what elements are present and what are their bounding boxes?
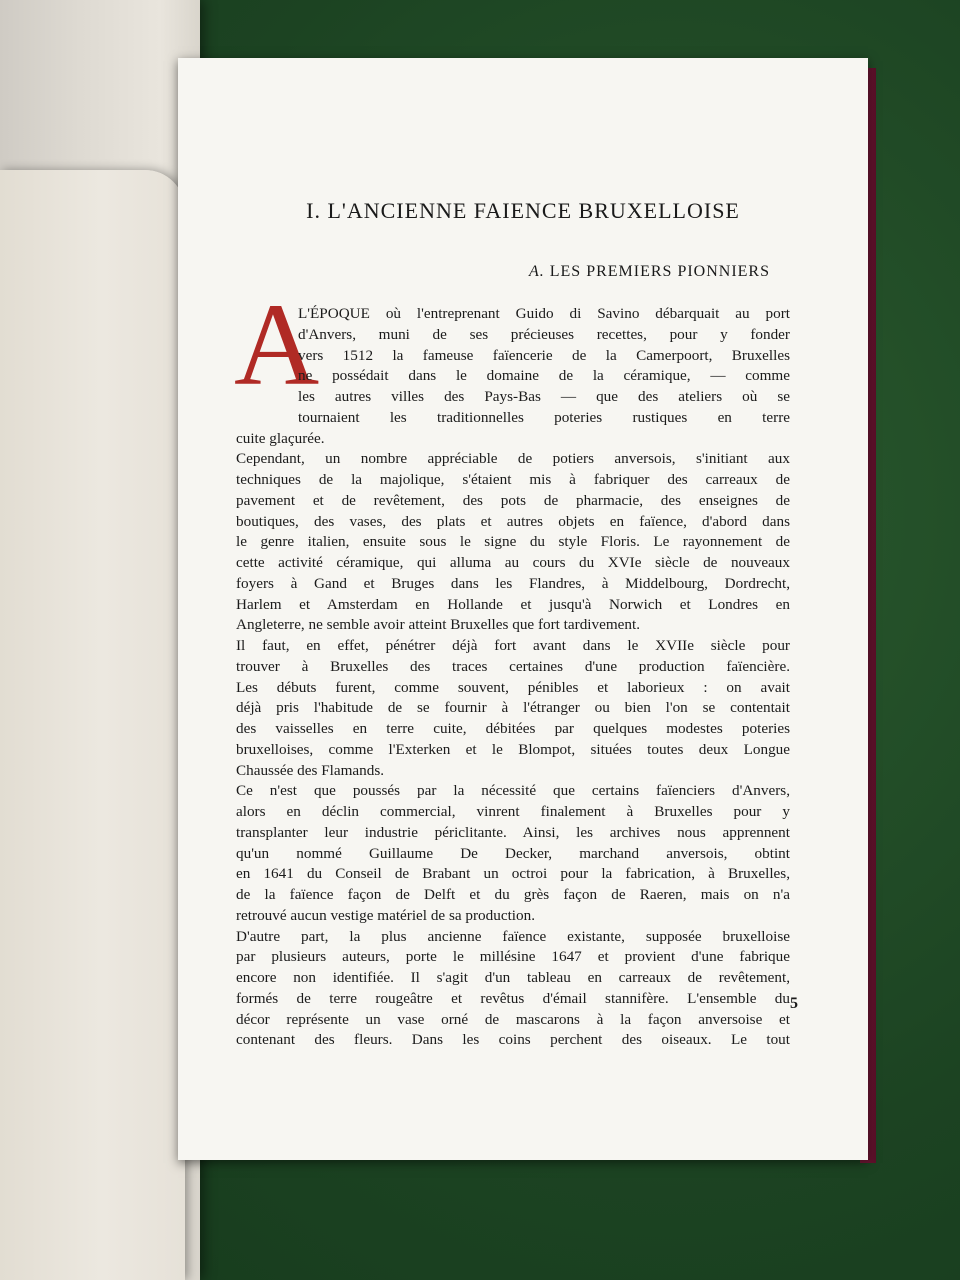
text-line: tournaient les traditionnelles poteries rustiques en terre [298,408,790,426]
text-line: cette activité céramique, qui alluma au cours du XVIe siècle de nouveaux [236,554,790,571]
section-letter: A. [528,263,545,280]
section-title [529,263,770,281]
text-line: trouver à Bruxelles des traces certaines d'une production faïencière. [236,657,790,675]
text-line: cuite glaçurée. [236,429,325,447]
text-line: Il faut, en effet, pénétrer déjà fort avant dans le XVIIe siècle pour [236,637,790,654]
text-line: par plusieurs auteurs, porte le millésine 1647 et provient d'une fabrique [236,948,790,966]
text-line: D'autre part, la plus ancienne faïence existante, supposée bruxelloise [236,927,790,945]
text-line: Angleterre, ne semble avoir atteint Bruxelles que fort tardivement. [236,616,641,634]
text-line: déjà pris l'habitude de se fournir à l'étranger ou bien l'on se contentait [236,699,790,717]
text-line: foyers à Gand et Bruges dans les Flandres, à Middelbourg, Dordrecht, [236,574,790,592]
drop-cap: A [234,279,320,410]
text-line: qu'un nommé Guillaume De Decker, marchand anversois, obtint [236,844,790,862]
text-line: des vaisselles en terre cuite, débitées par quelques modestes poteries [236,720,790,737]
text-line: Harlem et Amsterdam en Hollande et jusqu'à Norwich et Londres en [236,595,790,613]
section-title-text: LES PREMIERS PIONNIERS [549,263,770,280]
text-line: d'Anvers, muni de ses précieuses recettes, pour y fonder [298,325,790,343]
text-line: décor représente un vase orné de mascarons à la façon anversoise et [236,1010,790,1028]
text-line: le genre italien, ensuite sous le signe du style Floris. Le rayonnement de [236,533,790,551]
book-page [178,58,868,1160]
text-line: ne possédait dans le domaine de la céramique, — comme [298,367,790,385]
text-line: techniques de la majolique, s'étaient mis à fabriquer des carreaux de [236,471,790,488]
text-line: transplanter leur industrie périclitante. Ainsi, les archives nous apprennent [236,823,790,841]
chapter-title: I. L'ANCIENNE FAIENCE BRUXELLOISE [306,198,740,223]
text-line: bruxelloises, comme l'Exterken et le Blompot, situées toutes deux Longue [236,740,790,758]
text-line: Chaussée des Flamands. [236,761,385,779]
text-line: Les débuts furent, comme souvent, pénibles et laborieux : on avait [236,678,790,696]
text-line: alors en déclin commercial, vinrent finalement à Bruxelles pour y [236,803,790,820]
text-line: retrouvé aucun vestige matériel de sa production. [236,906,535,924]
text-line: boutiques, des vases, des plats et autres objets en faïence, d'abord dans [236,512,790,530]
text-line: Ce n'est que poussés par la nécessité que certains faïenciers d'Anvers, [236,782,790,800]
text-line: pavement et de revêtement, des pots de pharmacie, des enseignes de [236,491,790,509]
text-line: en 1641 du Conseil de Brabant un octroi pour la fabrication, à Bruxelles, [236,865,790,883]
text-line: formés de terre rougeâtre et revêtus d'émail stannifère. L'ensemble du [236,989,790,1007]
left-page-curl [0,170,185,1280]
text-line: vers 1512 la fameuse faïencerie de la Camerpoort, Bruxelles [298,346,790,364]
text-line: les autres villes des Pays-Bas — que des ateliers où se [298,388,790,405]
text-line: de la faïence façon de Delft et du grès façon de Raeren, mais on n'a [236,886,790,903]
text-line: L'ÉPOQUE où l'entreprenant Guido di Savino débarquait au port [298,305,790,322]
text-line: Cependant, un nombre appréciable de potiers anversois, s'initiant aux [236,450,790,468]
page-number: 5 [790,995,798,1012]
text-line: encore non identifiée. Il s'agit d'un tableau en carreaux de revêtement, [236,969,790,986]
text-line: contenant des fleurs. Dans les coins perchent des oiseaux. Le tout [236,1031,790,1049]
